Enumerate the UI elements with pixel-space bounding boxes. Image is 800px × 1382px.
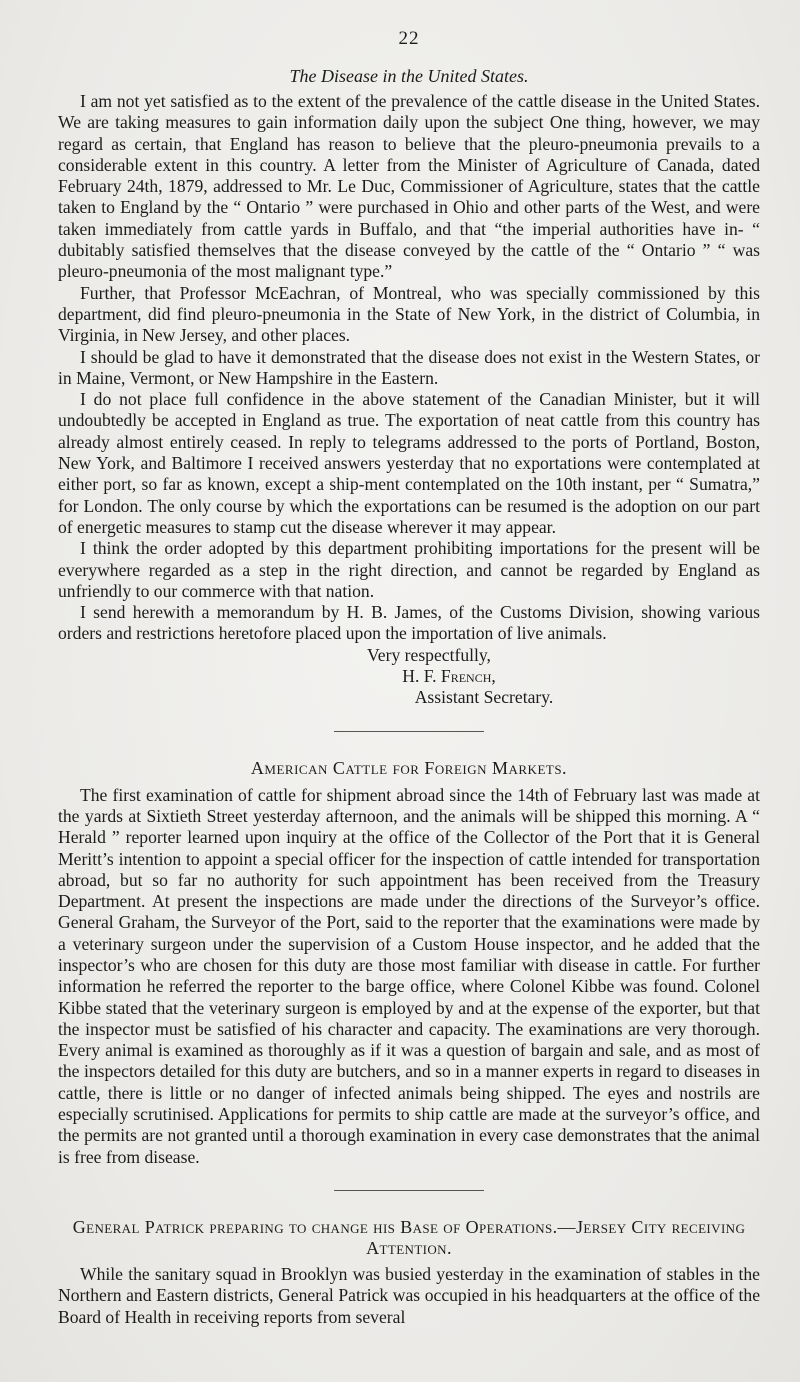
letter-section xyxy=(58,66,760,709)
letter-paragraph: I think the order adopted by this department prohibiting importations for the present will be everywhere regarded as a step in the right direction, and cannot be regarded by England as unfriendly to our commerce with that nation. xyxy=(58,538,760,601)
page-number: 22 xyxy=(398,28,420,49)
section-divider xyxy=(334,731,484,732)
article-patrick-paragraph: While the sanitary squad in Brooklyn was busied yesterday in the examination of stables in the Northern and Eastern districts, General Patrick was occupied in his headquarters at the office of the Board of Health in receiving reports from several xyxy=(58,1263,760,1327)
letter-paragraph: Further, that Professor McEachran, of Montreal, who was specially commissioned by this department, did find pleuro-pneumonia in the State of New York, in the district of Columbia, in Virginia, in New Jersey, and other places. xyxy=(58,282,760,346)
article-patrick-section xyxy=(58,1217,760,1328)
letter-closing: Very respectfully, xyxy=(367,644,491,665)
letter-paragraph: I do not place full confidence in the above statement of the Canadian Minister, but it will undoubtedly be accepted in England as true. The exportation of neat cattle from this country has already almost entirely ceased. In reply to telegrams addressed to the ports of Portland, Boston, New York, and Baltimore I received answers yesterday that no exportations were contemplated at either port, so far as known, except a ship-ment contemplated on the 10th instant, per “ Sumatra,” for London. The only course by which the exportations can be resumed is the adoption on our part of energetic measures to stamp cut the disease wherever it may appear. xyxy=(58,389,760,537)
letter-paragraph: I send herewith a memorandum by H. B. James, of the Customs Division, showing various orders and restrictions heretofore placed upon the importation of live animals. xyxy=(58,602,760,644)
section-divider xyxy=(334,1190,484,1191)
letter-title: The Disease in the United States. xyxy=(289,66,529,86)
letter-signer-title: Assistant Secretary. xyxy=(414,687,554,708)
article-cattle-title: American Cattle for Foreign Markets. xyxy=(250,757,568,778)
article-patrick-heading: General Patrick preparing to change his Base of Operations.—Jersey City receiving Attention. xyxy=(72,1216,746,1259)
letter-paragraph: I should be glad to have it demonstrated that the disease does not exist in the Western States, or in Maine, Vermont, or New Hampshire in the Eastern. xyxy=(58,346,760,388)
letter-paragraph: I am not yet satisfied as to the extent of the prevalence of the cattle disease in the United States. We are taking measures to gain information daily upon the subject One thing, however, we may regard as certain, that England has reason to believe that the pleuro-pneumonia prevails to a considerable extent in this country. A letter from the Minister of Agriculture of Canada, dated February 24th, 1879, addressed to Mr. Le Duc, Commissioner of Agriculture, states that the cattle taken to England by the “ Ontario ” were purchased in Ohio and other parts of the West, and were taken immediately from cattle yards in Buffalo, and that “the imperial authorities have in- “ dubitably satisfied themselves that the disease conveyed by the cattle of the “ Ontario ” “ was pleuro-pneumonia of the most malignant type.” xyxy=(58,91,760,282)
article-cattle-section xyxy=(58,758,760,1168)
letter-signer: H. F. French, xyxy=(402,666,496,687)
article-cattle-paragraph: The first examination of cattle for shipment abroad since the 14th of February last was made at the yards at Sixtieth Street yesterday afternoon, and the animals will be shipped this morning. A “ Herald ” reporter learned upon inquiry at the office of the Collector of the Port that it is General Meritt’s intention to appoint a special officer for the inspection of cattle intended for transportation abroad, but so far no authority for such appointment has been received from the Treasury Department. At present the inspections are made under the directions of the Surveyor’s office. General Graham, the Surveyor of the Port, said to the reporter that the examinations were made by a veterinary surgeon under the supervision of a Custom House inspector, and he added that the inspector’s who are chosen for this duty are those most familiar with disease in cattle. For further information he referred the reporter to the barge office, where Colonel Kibbe was found. Colonel Kibbe stated that the veterinary surgeon is employed by and at the expense of the exporter, but that the inspector must be satisfied of his character and capacity. The examinations are very thorough. Every animal is examined as thoroughly as if it was a question of bargain and sale, and as most of the inspectors detailed for this duty are butchers, and so in a manner experts in regard to diseases in cattle, there is little or no danger of infected animals being shipped. The eyes and nostrils are especially scrutinised. Applications for permits to ship cattle are made at the surveyor’s office, and the permits are not granted until a thorough examination in every case demonstrates that the animal is free from disease. xyxy=(58,784,760,1167)
